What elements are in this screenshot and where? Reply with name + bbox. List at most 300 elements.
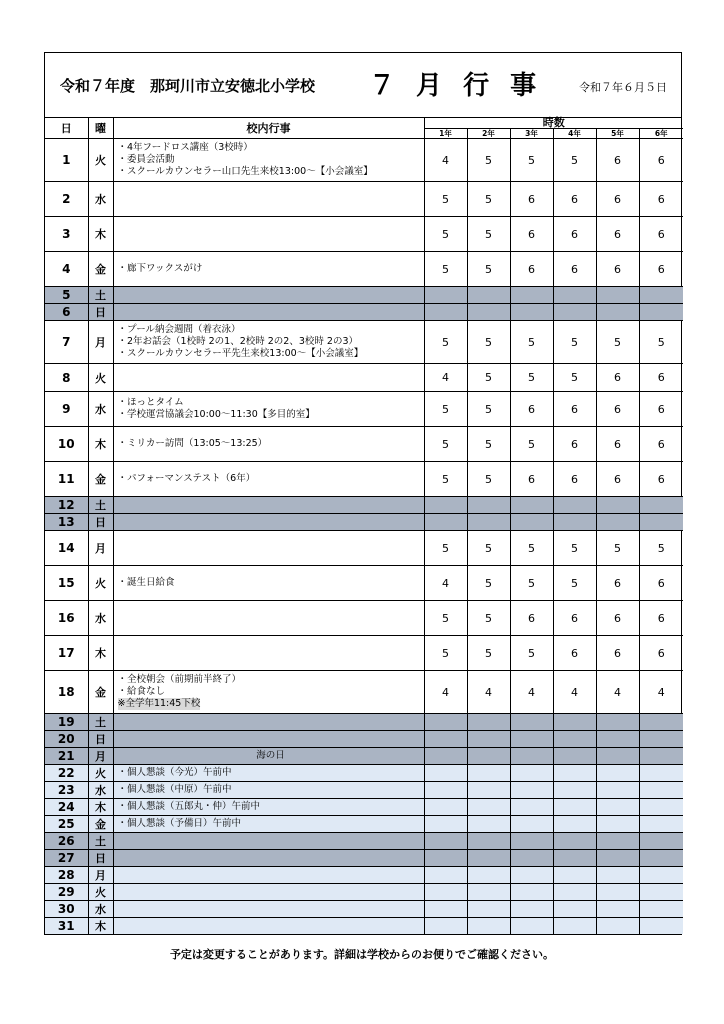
hours-cell-grade-3: 5 — [510, 531, 553, 566]
hours-cell-grade-1: 4 — [424, 139, 467, 182]
hours-cell-grade-2 — [467, 884, 510, 901]
events-cell — [113, 799, 424, 816]
hours-cell-grade-4: 6 — [553, 427, 596, 462]
header-grade-1: 1年 — [424, 129, 467, 139]
events-cell — [113, 833, 424, 850]
table-row — [45, 901, 683, 918]
hours-cell-grade-1: 4 — [424, 671, 467, 714]
hours-cell-grade-2: 5 — [467, 217, 510, 252]
event-item: ・委員会活動 — [117, 154, 175, 165]
event-item: ・学校運営協議会10:00～11:30【多目的室】 — [117, 409, 315, 420]
hours-cell-grade-6 — [639, 304, 683, 321]
hours-cell-grade-2 — [467, 287, 510, 304]
hours-cell-grade-5 — [596, 833, 639, 850]
weekday-cell: 金 — [88, 462, 113, 497]
hours-cell-grade-3 — [510, 918, 553, 935]
hours-cell-grade-2: 5 — [467, 364, 510, 392]
hours-cell-grade-3: 5 — [510, 364, 553, 392]
hours-cell-grade-3 — [510, 765, 553, 782]
hours-cell-grade-5 — [596, 901, 639, 918]
hours-cell-grade-4 — [553, 884, 596, 901]
hours-cell-grade-3 — [510, 514, 553, 531]
hours-cell-grade-2 — [467, 799, 510, 816]
table-row — [45, 287, 683, 304]
day-cell: 1 — [45, 139, 88, 182]
event-item: ・ほっとタイム — [117, 397, 184, 408]
hours-cell-grade-4 — [553, 867, 596, 884]
hours-cell-grade-3 — [510, 497, 553, 514]
events-cell — [113, 497, 424, 514]
events-cell — [113, 748, 424, 765]
weekday-cell: 土 — [88, 714, 113, 731]
hours-cell-grade-3 — [510, 850, 553, 867]
table-row — [45, 304, 683, 321]
hours-cell-grade-6 — [639, 884, 683, 901]
event-item: ・廊下ワックスがけ — [117, 263, 203, 274]
hours-cell-grade-2 — [467, 765, 510, 782]
event-item: ・個人懇談（中原）午前中 — [117, 784, 232, 795]
hours-cell-grade-6 — [639, 514, 683, 531]
hours-cell-grade-5 — [596, 765, 639, 782]
schedule-sheet — [44, 52, 682, 935]
header-hours: 時数 — [424, 118, 683, 129]
hours-cell-grade-4: 6 — [553, 601, 596, 636]
hours-cell-grade-6 — [639, 714, 683, 731]
events-cell — [113, 321, 424, 364]
events-cell — [113, 304, 424, 321]
hours-cell-grade-5 — [596, 816, 639, 833]
event-item: ・個人懇談（五郎丸・仲）午前中 — [117, 801, 261, 812]
weekday-cell: 金 — [88, 252, 113, 287]
event-item: ・ミリカー訪問（13:05～13:25） — [117, 438, 268, 449]
hours-cell-grade-5 — [596, 287, 639, 304]
day-cell: 16 — [45, 601, 88, 636]
hours-cell-grade-1: 5 — [424, 636, 467, 671]
events-cell — [113, 765, 424, 782]
hours-cell-grade-1: 5 — [424, 392, 467, 427]
hours-cell-grade-2: 5 — [467, 427, 510, 462]
event-item: ・プール納会週間（着衣泳） — [117, 324, 241, 335]
table-row — [45, 918, 683, 935]
hours-cell-grade-1 — [424, 514, 467, 531]
weekday-cell: 金 — [88, 671, 113, 714]
holiday-label: 海の日 — [256, 750, 285, 761]
weekday-cell: 火 — [88, 765, 113, 782]
events-cell — [113, 731, 424, 748]
weekday-cell: 月 — [88, 531, 113, 566]
hours-cell-grade-5 — [596, 850, 639, 867]
hours-cell-grade-2: 5 — [467, 531, 510, 566]
day-cell: 10 — [45, 427, 88, 462]
hours-cell-grade-3: 5 — [510, 566, 553, 601]
hours-cell-grade-1: 5 — [424, 321, 467, 364]
hours-cell-grade-5: 6 — [596, 364, 639, 392]
hours-cell-grade-6: 6 — [639, 217, 683, 252]
day-cell: 18 — [45, 671, 88, 714]
hours-cell-grade-2: 5 — [467, 392, 510, 427]
hours-cell-grade-5 — [596, 497, 639, 514]
event-item: ・パフォーマンステスト（6年） — [117, 473, 256, 484]
hours-cell-grade-2 — [467, 782, 510, 799]
weekday-cell: 月 — [88, 321, 113, 364]
hours-cell-grade-4 — [553, 497, 596, 514]
weekday-cell: 水 — [88, 782, 113, 799]
day-cell: 8 — [45, 364, 88, 392]
hours-cell-grade-5 — [596, 867, 639, 884]
weekday-cell: 水 — [88, 601, 113, 636]
table-row — [45, 321, 683, 364]
hours-cell-grade-3 — [510, 731, 553, 748]
hours-cell-grade-6 — [639, 850, 683, 867]
hours-cell-grade-2: 4 — [467, 671, 510, 714]
hours-cell-grade-4 — [553, 731, 596, 748]
day-cell: 17 — [45, 636, 88, 671]
events-cell — [113, 514, 424, 531]
weekday-cell: 月 — [88, 748, 113, 765]
hours-cell-grade-6 — [639, 816, 683, 833]
hours-cell-grade-6: 5 — [639, 531, 683, 566]
hours-cell-grade-2 — [467, 731, 510, 748]
hours-cell-grade-6: 4 — [639, 671, 683, 714]
hours-cell-grade-2 — [467, 901, 510, 918]
hours-cell-grade-3: 6 — [510, 182, 553, 217]
table-row — [45, 884, 683, 901]
hours-cell-grade-1 — [424, 782, 467, 799]
day-cell: 30 — [45, 901, 88, 918]
event-item: ・全校朝会（前期前半終了） — [117, 674, 242, 685]
hours-cell-grade-4: 4 — [553, 671, 596, 714]
weekday-cell: 日 — [88, 850, 113, 867]
table-row — [45, 765, 683, 782]
hours-cell-grade-3 — [510, 287, 553, 304]
day-cell: 13 — [45, 514, 88, 531]
hours-cell-grade-1: 4 — [424, 566, 467, 601]
hours-cell-grade-5: 6 — [596, 636, 639, 671]
table-row — [45, 782, 683, 799]
hours-cell-grade-3: 6 — [510, 217, 553, 252]
hours-cell-grade-3 — [510, 304, 553, 321]
event-item: ・個人懇談（予備日）午前中 — [117, 818, 242, 829]
events-cell — [113, 531, 424, 566]
hours-cell-grade-2 — [467, 714, 510, 731]
hours-cell-grade-6: 6 — [639, 566, 683, 601]
hours-cell-grade-5: 6 — [596, 392, 639, 427]
hours-cell-grade-4: 5 — [553, 531, 596, 566]
hours-cell-grade-3 — [510, 901, 553, 918]
table-row — [45, 217, 683, 252]
hours-cell-grade-1 — [424, 731, 467, 748]
hours-cell-grade-2: 5 — [467, 566, 510, 601]
table-row — [45, 462, 683, 497]
hours-cell-grade-4: 5 — [553, 139, 596, 182]
hours-cell-grade-1 — [424, 833, 467, 850]
table-row — [45, 748, 683, 765]
hours-cell-grade-4: 6 — [553, 182, 596, 217]
day-cell: 12 — [45, 497, 88, 514]
weekday-cell: 木 — [88, 217, 113, 252]
hours-cell-grade-2 — [467, 514, 510, 531]
hours-cell-grade-2: 5 — [467, 252, 510, 287]
weekday-cell: 月 — [88, 867, 113, 884]
header-events: 校内行事 — [113, 118, 424, 139]
header-grade-3: 3年 — [510, 129, 553, 139]
hours-cell-grade-1 — [424, 714, 467, 731]
hours-cell-grade-5 — [596, 918, 639, 935]
table-row — [45, 514, 683, 531]
hours-cell-grade-2 — [467, 497, 510, 514]
hours-cell-grade-6 — [639, 799, 683, 816]
hours-cell-grade-2 — [467, 918, 510, 935]
day-cell: 9 — [45, 392, 88, 427]
table-row — [45, 799, 683, 816]
hours-cell-grade-6: 6 — [639, 392, 683, 427]
table-body — [45, 139, 683, 935]
hours-cell-grade-5 — [596, 884, 639, 901]
hours-cell-grade-4 — [553, 816, 596, 833]
weekday-cell: 土 — [88, 287, 113, 304]
hours-cell-grade-4: 5 — [553, 364, 596, 392]
day-cell: 23 — [45, 782, 88, 799]
header-grade-5: 5年 — [596, 129, 639, 139]
hours-cell-grade-6 — [639, 765, 683, 782]
header-grade-4: 4年 — [553, 129, 596, 139]
hours-cell-grade-5: 6 — [596, 427, 639, 462]
header-day: 日 — [45, 118, 88, 139]
hours-cell-grade-4 — [553, 748, 596, 765]
hours-cell-grade-3 — [510, 714, 553, 731]
hours-cell-grade-3: 6 — [510, 601, 553, 636]
events-cell — [113, 867, 424, 884]
weekday-cell: 水 — [88, 901, 113, 918]
header-grade-6: 6年 — [639, 129, 683, 139]
weekday-cell: 土 — [88, 497, 113, 514]
events-table — [45, 118, 683, 934]
event-item: ・給食なし — [117, 686, 166, 697]
hours-cell-grade-4: 5 — [553, 321, 596, 364]
school-title: 令和７年度 那珂川市立安徳北小学校 — [60, 77, 316, 95]
event-item: ・誕生日給食 — [117, 577, 175, 588]
hours-cell-grade-4: 6 — [553, 392, 596, 427]
events-cell — [113, 364, 424, 392]
hours-cell-grade-2 — [467, 748, 510, 765]
day-cell: 25 — [45, 816, 88, 833]
table-row — [45, 714, 683, 731]
day-cell: 5 — [45, 287, 88, 304]
hours-cell-grade-5: 5 — [596, 321, 639, 364]
hours-cell-grade-1: 5 — [424, 252, 467, 287]
events-cell — [113, 601, 424, 636]
hours-cell-grade-5 — [596, 799, 639, 816]
hours-cell-grade-5 — [596, 782, 639, 799]
weekday-cell: 木 — [88, 427, 113, 462]
day-cell: 14 — [45, 531, 88, 566]
day-cell: 2 — [45, 182, 88, 217]
hours-cell-grade-3 — [510, 799, 553, 816]
hours-cell-grade-1 — [424, 884, 467, 901]
day-cell: 3 — [45, 217, 88, 252]
hours-cell-grade-3: 5 — [510, 636, 553, 671]
hours-cell-grade-1 — [424, 497, 467, 514]
hours-cell-grade-4 — [553, 850, 596, 867]
hours-cell-grade-1 — [424, 918, 467, 935]
table-row — [45, 182, 683, 217]
hours-cell-grade-1: 4 — [424, 364, 467, 392]
hours-cell-grade-5 — [596, 748, 639, 765]
day-cell: 20 — [45, 731, 88, 748]
weekday-cell: 日 — [88, 304, 113, 321]
events-cell — [113, 884, 424, 901]
weekday-cell: 土 — [88, 833, 113, 850]
events-cell — [113, 918, 424, 935]
table-row — [45, 252, 683, 287]
weekday-cell: 日 — [88, 514, 113, 531]
table-row — [45, 364, 683, 392]
weekday-cell: 火 — [88, 364, 113, 392]
table-row — [45, 816, 683, 833]
hours-cell-grade-6 — [639, 833, 683, 850]
hours-cell-grade-4 — [553, 304, 596, 321]
hours-cell-grade-4: 6 — [553, 636, 596, 671]
events-cell — [113, 182, 424, 217]
hours-cell-grade-4: 5 — [553, 566, 596, 601]
hours-cell-grade-1: 5 — [424, 601, 467, 636]
day-cell: 7 — [45, 321, 88, 364]
day-cell: 11 — [45, 462, 88, 497]
hours-cell-grade-5: 6 — [596, 566, 639, 601]
day-cell: 27 — [45, 850, 88, 867]
table-row — [45, 497, 683, 514]
day-cell: 28 — [45, 867, 88, 884]
hours-cell-grade-5: 6 — [596, 182, 639, 217]
event-item: ・個人懇談（今光）午前中 — [117, 767, 232, 778]
table-row — [45, 427, 683, 462]
hours-cell-grade-3: 5 — [510, 139, 553, 182]
day-cell: 19 — [45, 714, 88, 731]
hours-cell-grade-4 — [553, 714, 596, 731]
events-cell — [113, 850, 424, 867]
hours-cell-grade-6: 6 — [639, 601, 683, 636]
hours-cell-grade-3: 6 — [510, 252, 553, 287]
hours-cell-grade-3 — [510, 884, 553, 901]
day-cell: 15 — [45, 566, 88, 601]
hours-cell-grade-2: 5 — [467, 139, 510, 182]
events-cell — [113, 782, 424, 799]
events-cell — [113, 427, 424, 462]
day-cell: 31 — [45, 918, 88, 935]
month-title: ７ 月 行 事 — [369, 71, 543, 101]
table-row — [45, 601, 683, 636]
hours-cell-grade-2 — [467, 833, 510, 850]
table-row — [45, 833, 683, 850]
events-cell — [113, 217, 424, 252]
events-cell — [113, 671, 424, 714]
hours-cell-grade-4: 6 — [553, 217, 596, 252]
title-bar — [45, 53, 681, 118]
hours-cell-grade-4: 6 — [553, 462, 596, 497]
table-row — [45, 731, 683, 748]
hours-cell-grade-2 — [467, 867, 510, 884]
weekday-cell: 日 — [88, 731, 113, 748]
hours-cell-grade-4 — [553, 765, 596, 782]
hours-cell-grade-5: 6 — [596, 252, 639, 287]
hours-cell-grade-1 — [424, 867, 467, 884]
hours-cell-grade-6 — [639, 731, 683, 748]
hours-cell-grade-1 — [424, 748, 467, 765]
day-cell: 24 — [45, 799, 88, 816]
event-item: ・スクールカウンセラー山口先生来校13:00～【小会議室】 — [117, 166, 373, 177]
hours-cell-grade-1 — [424, 287, 467, 304]
hours-cell-grade-5 — [596, 731, 639, 748]
hours-cell-grade-6 — [639, 867, 683, 884]
hours-cell-grade-4 — [553, 782, 596, 799]
hours-cell-grade-4 — [553, 833, 596, 850]
header-grade-2: 2年 — [467, 129, 510, 139]
events-cell — [113, 462, 424, 497]
hours-cell-grade-4 — [553, 901, 596, 918]
hours-cell-grade-1: 5 — [424, 462, 467, 497]
hours-cell-grade-3 — [510, 816, 553, 833]
hours-cell-grade-3: 6 — [510, 392, 553, 427]
hours-cell-grade-5: 6 — [596, 217, 639, 252]
events-cell — [113, 901, 424, 918]
hours-cell-grade-5: 6 — [596, 601, 639, 636]
weekday-cell: 火 — [88, 884, 113, 901]
hours-cell-grade-3 — [510, 833, 553, 850]
hours-cell-grade-1: 5 — [424, 531, 467, 566]
hours-cell-grade-5 — [596, 304, 639, 321]
table-row — [45, 139, 683, 182]
hours-cell-grade-2: 5 — [467, 182, 510, 217]
day-cell: 29 — [45, 884, 88, 901]
table-row — [45, 636, 683, 671]
weekday-cell: 水 — [88, 182, 113, 217]
events-cell — [113, 392, 424, 427]
hours-cell-grade-1 — [424, 799, 467, 816]
hours-cell-grade-6 — [639, 782, 683, 799]
hours-cell-grade-2 — [467, 850, 510, 867]
events-cell — [113, 816, 424, 833]
hours-cell-grade-6 — [639, 287, 683, 304]
hours-cell-grade-2: 5 — [467, 636, 510, 671]
hours-cell-grade-2: 5 — [467, 601, 510, 636]
day-cell: 4 — [45, 252, 88, 287]
hours-cell-grade-1 — [424, 304, 467, 321]
hours-cell-grade-4: 6 — [553, 252, 596, 287]
events-cell — [113, 566, 424, 601]
hours-cell-grade-5: 4 — [596, 671, 639, 714]
hours-cell-grade-2 — [467, 816, 510, 833]
table-row — [45, 566, 683, 601]
hours-cell-grade-4 — [553, 287, 596, 304]
table-row — [45, 671, 683, 714]
weekday-cell: 木 — [88, 799, 113, 816]
weekday-cell: 金 — [88, 816, 113, 833]
hours-cell-grade-4 — [553, 514, 596, 531]
hours-cell-grade-3 — [510, 782, 553, 799]
hours-cell-grade-6: 6 — [639, 182, 683, 217]
weekday-cell: 木 — [88, 918, 113, 935]
hours-cell-grade-4 — [553, 799, 596, 816]
hours-cell-grade-6: 6 — [639, 252, 683, 287]
hours-cell-grade-3: 5 — [510, 427, 553, 462]
day-cell: 22 — [45, 765, 88, 782]
hours-cell-grade-2 — [467, 304, 510, 321]
event-item: ・2年お話会（1校時 2の1、2校時 2の2、3校時 2の3） — [117, 336, 359, 347]
header-dow: 曜 — [88, 118, 113, 139]
hours-cell-grade-3: 4 — [510, 671, 553, 714]
hours-cell-grade-6: 6 — [639, 427, 683, 462]
hours-cell-grade-1 — [424, 850, 467, 867]
